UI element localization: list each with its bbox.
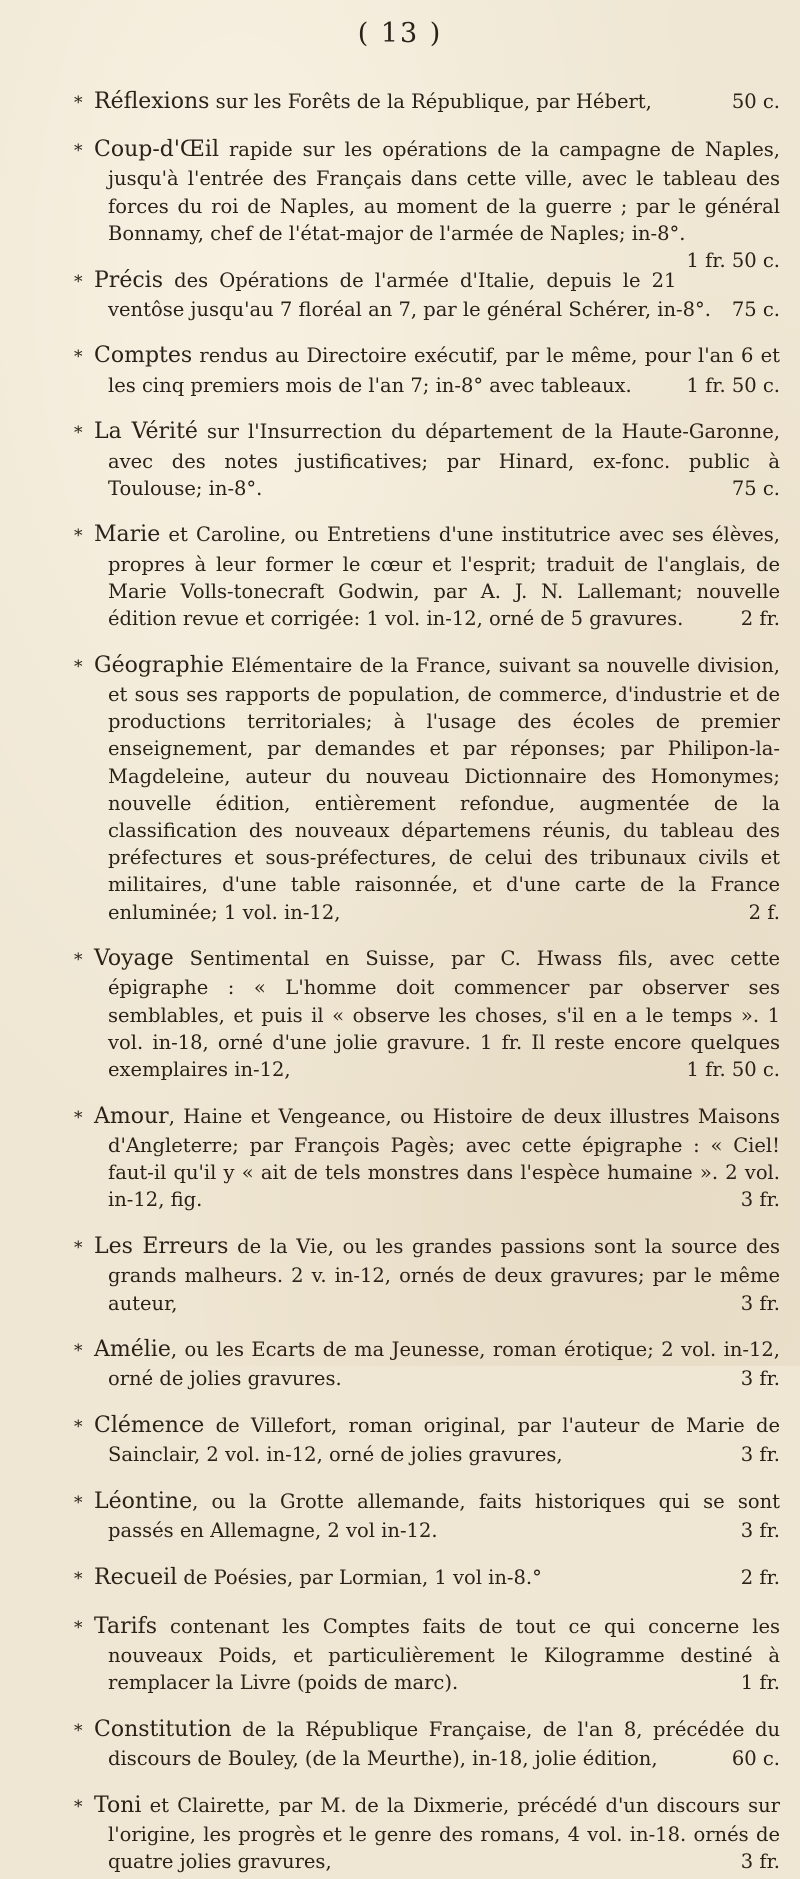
entry-price: 3 fr. bbox=[740, 1443, 780, 1467]
entry-price: 1 fr. bbox=[740, 1671, 780, 1695]
catalogue-entry bbox=[28, 945, 780, 1083]
catalogue-entry bbox=[28, 521, 780, 632]
entry-price: 75 c. bbox=[731, 297, 780, 321]
entry-title: Géographie bbox=[94, 652, 224, 678]
entry-asterisk: * bbox=[74, 141, 83, 162]
catalogue-entry bbox=[28, 418, 780, 502]
entry-title: Marie bbox=[94, 522, 161, 548]
entry-price: 50 c. bbox=[731, 89, 780, 113]
entry-asterisk: * bbox=[74, 1417, 83, 1438]
entry-title: La Vérité bbox=[94, 419, 198, 445]
catalogue-entry bbox=[28, 1792, 780, 1876]
entry-price: 2 fr. bbox=[740, 1565, 780, 1589]
entry-text: Elémentaire de la France, suivant sa nouvelle division, et sous ses rapports de population, de commerce, d'industrie et de productions territoriales; à l'usage des écoles de premier enseignement, par demandes et par réponses; par Philipon-la-Magdeleine, auteur du nouveau Dictionnaire des Homonymes; nouvelle édition, entièrement refondue, augmentée de la classification des nouveaux départemens réunis, du tableau des préfectures et sous-préfectures, de celui des tribunaux civils et militaires, d'une table raisonnée, et d'une carte de la France enluminée; 1 vol. in-12, bbox=[108, 653, 780, 924]
entry-asterisk: * bbox=[74, 271, 83, 292]
entry-price: 2 fr. bbox=[740, 607, 780, 631]
entry-title: Voyage bbox=[94, 946, 174, 972]
entry-price: 60 c. bbox=[731, 1746, 780, 1770]
catalogue-entry bbox=[28, 1412, 780, 1468]
entry-price: 1 fr. 50 c. bbox=[686, 1058, 780, 1082]
entry-asterisk: * bbox=[74, 423, 83, 444]
catalogue-list bbox=[28, 68, 780, 1879]
entry-price: 75 c. bbox=[731, 476, 780, 500]
entry-price: 3 fr. bbox=[740, 1850, 780, 1874]
entry-text: et Caroline, ou Entretiens d'une institutrice avec ses élèves, propres à leur former le cœur et l'esprit; traduit de l'anglais, de Marie Volls-tonecraft Godwin, par A. J. N. Lallemant; nouvelle édition revue et corrigée: 1 vol. in-12, orné de 5 gravures. bbox=[108, 523, 780, 631]
entry-title: Recueil bbox=[94, 1564, 178, 1590]
entry-title: Amour bbox=[94, 1103, 169, 1129]
page-number: ( 13 ) bbox=[357, 18, 443, 49]
entry-text: contenant les Comptes faits de tout ce qui concerne les nouveaux Poids, et particulièrement le Kilogramme destiné à remplacer la Livre (poids de marc). bbox=[108, 1614, 780, 1695]
entry-asterisk: * bbox=[74, 656, 83, 677]
entry-asterisk: * bbox=[74, 1341, 83, 1362]
entry-asterisk: * bbox=[74, 1796, 83, 1817]
catalogue-entry bbox=[28, 136, 780, 273]
entry-title: Clémence bbox=[94, 1413, 205, 1439]
entry-title: Tarifs bbox=[94, 1613, 158, 1639]
catalogue-entry bbox=[28, 1564, 780, 1593]
catalogue-entry bbox=[28, 342, 780, 398]
entry-text: de Villefort, roman original, par l'auteur de Marie de Sainclair, 2 vol. in-12, orné de jolies gravures, bbox=[108, 1414, 780, 1467]
entry-title: Les Erreurs bbox=[94, 1234, 229, 1260]
entry-title: Toni bbox=[94, 1792, 142, 1818]
entry-title: Réflexions bbox=[94, 88, 210, 114]
entry-asterisk: * bbox=[74, 526, 83, 547]
entry-asterisk: * bbox=[74, 950, 83, 971]
entry-price: 3 fr. bbox=[740, 1367, 780, 1391]
entry-asterisk: * bbox=[74, 1720, 83, 1741]
entry-title: Constitution bbox=[94, 1716, 232, 1742]
entry-price: 1 fr. 50 c. bbox=[686, 373, 780, 397]
entry-asterisk: * bbox=[74, 1238, 83, 1259]
entry-text: de Poésies, par Lormian, 1 vol in-8.° bbox=[177, 1565, 542, 1589]
entry-text: , Haine et Vengeance, ou Histoire de deux illustres Maisons d'Angleterre; par François Pagès; avec cette épigraphe : « Ciel! faut-il qu'il y « ait de tels monstres dans l'espèce humaine ». 2 vol. in-12, fig. bbox=[108, 1104, 780, 1212]
catalogue-entry bbox=[28, 1103, 780, 1214]
entry-title: Précis bbox=[94, 267, 163, 293]
entry-title: Comptes bbox=[94, 343, 193, 369]
entry-text: sur les Forêts de la République, par Hébert, bbox=[209, 89, 652, 113]
entry-title: Coup-d'Œil bbox=[94, 137, 219, 163]
catalogue-entry bbox=[28, 1233, 780, 1317]
catalogue-entry bbox=[28, 1336, 780, 1392]
entry-asterisk: * bbox=[74, 1493, 83, 1514]
catalogue-entry bbox=[28, 267, 780, 323]
entry-asterisk: * bbox=[74, 347, 83, 368]
entry-price: 1 fr. 50 c. bbox=[686, 249, 780, 273]
catalogue-entry bbox=[28, 88, 780, 117]
entry-text: de la Vie, ou les grandes passions sont la source des grands malheurs. 2 v. in-12, ornés de deux gravures; par le même auteur, bbox=[108, 1235, 781, 1315]
entry-text: de la République Française, de l'an 8, précédée du discours de Bouley, (de la Meurthe), in-18, jolie édition, bbox=[108, 1717, 780, 1770]
entry-title: Amélie bbox=[94, 1337, 171, 1363]
entry-asterisk: * bbox=[74, 92, 83, 113]
entry-text: , ou les Ecarts de ma Jeunesse, roman érotique; 2 vol. in-12, orné de jolies gravures. bbox=[108, 1338, 780, 1391]
entry-text: sur l'Insurrection du département de la Haute-Garonne, avec des notes justificatives; par Hinard, ex-fonc. public à Toulouse; in-8°. bbox=[108, 420, 780, 500]
entry-text: , ou la Grotte allemande, faits historiques qui se sont passés en Allemagne, 2 vol in-12. bbox=[108, 1490, 780, 1543]
entry-text: Sentimental en Suisse, par C. Hwass fils, avec cette épigraphe : « L'homme doit commencer par observer ses semblables, et puis il « observe les choses, s'il en a le temps ». 1 vol. in-18, orné d'une jolie gravure. 1 fr. Il reste encore quelques exemplaires in-12, bbox=[108, 947, 780, 1082]
entry-asterisk: * bbox=[74, 1617, 83, 1638]
entry-asterisk: * bbox=[74, 1107, 83, 1128]
catalogue-entry bbox=[28, 1716, 780, 1772]
entry-text: rapide sur les opérations de la campagne de Naples, jusqu'à l'entrée des Français dans cette ville, avec le tableau des forces du roi de Naples, au moment de la guerre ; par le général Bonnamy, chef de l'état-major de l'armée de Naples; in-8°. bbox=[108, 138, 780, 245]
entry-text: et Clairette, par M. de la Dixmerie, précédé d'un discours sur l'origine, les progrès et le genre des romans, 4 vol. in-18. ornés de quatre jolies gravures, bbox=[108, 1793, 780, 1874]
entry-price: 2 f. bbox=[748, 900, 780, 924]
entry-price: 3 fr. bbox=[740, 1291, 780, 1315]
catalogue-entry bbox=[28, 652, 780, 926]
entry-text: des Opérations de l'armée d'Italie, depuis le 21 ventôse jusqu'au 7 floréal an 7, par le général Schérer, in-8°. bbox=[108, 268, 711, 321]
catalogue-entry bbox=[28, 1613, 780, 1697]
entry-price: 3 fr. bbox=[740, 1519, 780, 1543]
catalogue-entry bbox=[28, 1488, 780, 1544]
entry-text: rendus au Directoire exécutif, par le même, pour l'an 6 et les cinq premiers mois de l'an 7; in-8° avec tableaux. bbox=[108, 344, 780, 397]
entry-asterisk: * bbox=[74, 1568, 83, 1589]
entry-price: 3 fr. bbox=[740, 1188, 780, 1212]
entry-title: Léontine bbox=[94, 1489, 193, 1515]
